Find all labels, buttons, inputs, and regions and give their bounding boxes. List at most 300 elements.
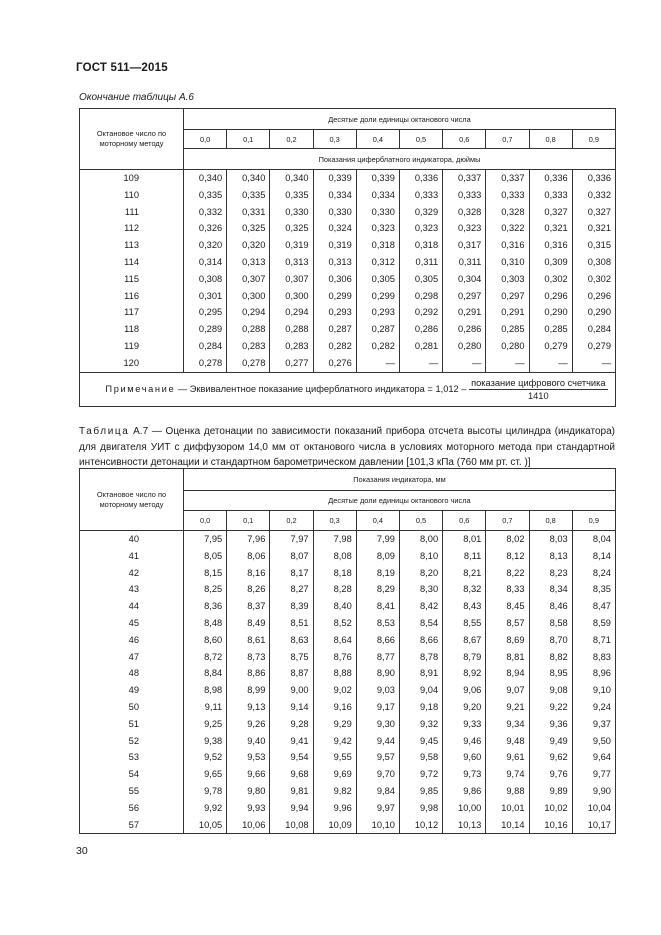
value-cell: 0,315 [572, 237, 615, 254]
value-cell: 0,312 [356, 254, 399, 271]
value-cell: 0,306 [313, 271, 356, 288]
value-cell: 8,87 [270, 665, 313, 682]
value-cell: 8,26 [227, 581, 270, 598]
value-cell: 8,69 [486, 632, 529, 649]
column-header: 0,0 [184, 130, 227, 149]
value-cell: 8,84 [184, 665, 227, 682]
value-cell: 9,07 [486, 682, 529, 699]
octane-number-cell: 53 [80, 749, 184, 766]
value-cell: 8,16 [227, 565, 270, 582]
value-cell: — [399, 355, 442, 372]
table-row [80, 800, 616, 817]
table-row [80, 355, 616, 372]
value-cell: 0,325 [270, 220, 313, 237]
value-cell: 0,334 [313, 187, 356, 204]
value-cell: 0,289 [184, 321, 227, 338]
value-cell: 8,43 [443, 598, 486, 615]
octane-number-cell: 42 [80, 565, 184, 582]
column-header: 0,9 [572, 511, 615, 531]
value-cell: 9,45 [399, 733, 442, 750]
table-row [80, 304, 616, 321]
value-cell: 8,36 [184, 598, 227, 615]
value-cell: 0,298 [399, 288, 442, 305]
table-a7-caption [79, 424, 615, 471]
value-cell: 0,330 [270, 204, 313, 221]
value-cell: 10,14 [486, 817, 529, 834]
octane-number-cell: 113 [80, 237, 184, 254]
table-a7-group-header: Десятые доли единицы октанового числа [184, 491, 616, 511]
octane-number-cell: 50 [80, 699, 184, 716]
table-a7 [79, 468, 616, 834]
value-cell: 8,47 [572, 598, 615, 615]
table-a6-row-header: Октановое число по моторному методу [80, 109, 184, 170]
value-cell: 8,83 [572, 649, 615, 666]
value-cell: 0,318 [399, 237, 442, 254]
value-cell: 0,300 [227, 288, 270, 305]
value-cell: 9,60 [443, 749, 486, 766]
value-cell: 9,54 [270, 749, 313, 766]
value-cell: 8,66 [356, 632, 399, 649]
value-cell: 0,340 [184, 170, 227, 187]
value-cell: 0,340 [227, 170, 270, 187]
value-cell: 0,286 [399, 321, 442, 338]
value-cell: 9,70 [356, 766, 399, 783]
value-cell: 0,332 [184, 204, 227, 221]
value-cell: 9,77 [572, 766, 615, 783]
value-cell: 10,02 [529, 800, 572, 817]
table-row [80, 632, 616, 649]
table-row [80, 783, 616, 800]
octane-number-cell: 47 [80, 649, 184, 666]
octane-number-cell: 46 [80, 632, 184, 649]
value-cell: 0,330 [313, 204, 356, 221]
value-cell: 0,278 [227, 355, 270, 372]
value-cell: 9,69 [313, 766, 356, 783]
value-cell: 0,328 [486, 204, 529, 221]
column-header: 0,6 [443, 130, 486, 149]
value-cell: 0,308 [184, 271, 227, 288]
value-cell: 0,280 [486, 338, 529, 355]
value-cell: 9,42 [313, 733, 356, 750]
value-cell: 0,332 [572, 187, 615, 204]
value-cell: 0,295 [184, 304, 227, 321]
value-cell: 9,57 [356, 749, 399, 766]
value-cell: 9,21 [486, 699, 529, 716]
value-cell: 8,79 [443, 649, 486, 666]
value-cell: 9,55 [313, 749, 356, 766]
value-cell: 0,297 [486, 288, 529, 305]
value-cell: 8,90 [356, 665, 399, 682]
value-cell: 8,86 [227, 665, 270, 682]
value-cell: — [572, 355, 615, 372]
value-cell: 8,60 [184, 632, 227, 649]
value-cell: 9,20 [443, 699, 486, 716]
value-cell: 8,91 [399, 665, 442, 682]
value-cell: 8,81 [486, 649, 529, 666]
value-cell: 10,17 [572, 817, 615, 834]
column-header: 0,8 [529, 130, 572, 149]
table-row [80, 271, 616, 288]
value-cell: 0,313 [227, 254, 270, 271]
value-cell: 0,285 [529, 321, 572, 338]
column-header: 0,6 [443, 511, 486, 531]
value-cell: 9,41 [270, 733, 313, 750]
value-cell: 8,72 [184, 649, 227, 666]
value-cell: 8,63 [270, 632, 313, 649]
value-cell: 0,281 [399, 338, 442, 355]
value-cell: 9,66 [227, 766, 270, 783]
value-cell: 9,24 [572, 699, 615, 716]
note-fraction [469, 378, 608, 401]
value-cell: 0,339 [313, 170, 356, 187]
octane-number-cell: 112 [80, 220, 184, 237]
value-cell: 0,307 [227, 271, 270, 288]
value-cell: 0,278 [184, 355, 227, 372]
table-a7-caption-label: Таблица [79, 426, 130, 437]
value-cell: 8,02 [486, 531, 529, 548]
table-row [80, 170, 616, 187]
value-cell: 9,93 [227, 800, 270, 817]
table-row [80, 733, 616, 750]
value-cell: 0,300 [270, 288, 313, 305]
value-cell: 0,284 [184, 338, 227, 355]
value-cell: 9,04 [399, 682, 442, 699]
value-cell: 8,07 [270, 548, 313, 565]
value-cell: 9,30 [356, 716, 399, 733]
value-cell: 0,302 [572, 271, 615, 288]
value-cell: 0,310 [486, 254, 529, 271]
value-cell: 9,92 [184, 800, 227, 817]
value-cell: 8,13 [529, 548, 572, 565]
value-cell: 8,70 [529, 632, 572, 649]
value-cell: 0,308 [572, 254, 615, 271]
column-header: 0,5 [399, 511, 442, 531]
octane-number-cell: 115 [80, 271, 184, 288]
table-row [80, 665, 616, 682]
value-cell: 8,08 [313, 548, 356, 565]
value-cell: 8,95 [529, 665, 572, 682]
table-a7-unit-header: Показания индикатора, мм [184, 469, 616, 491]
column-header: 0,4 [356, 511, 399, 531]
value-cell: 8,28 [313, 581, 356, 598]
octane-number-cell: 57 [80, 817, 184, 834]
value-cell: 0,302 [529, 271, 572, 288]
value-cell: 9,25 [184, 716, 227, 733]
value-cell: 8,29 [356, 581, 399, 598]
octane-number-cell: 114 [80, 254, 184, 271]
value-cell: 9,16 [313, 699, 356, 716]
table-a6-unit-header: Показания циферблатного индикатора, дюймы [184, 149, 616, 170]
note-numerator: показание цифрового счетчика [471, 377, 606, 388]
value-cell: 9,78 [184, 783, 227, 800]
value-cell: 0,299 [356, 288, 399, 305]
value-cell: 0,290 [572, 304, 615, 321]
value-cell: 10,10 [356, 817, 399, 834]
value-cell: 9,68 [270, 766, 313, 783]
value-cell: 9,18 [399, 699, 442, 716]
table-row [80, 766, 616, 783]
value-cell: 0,336 [529, 170, 572, 187]
value-cell: 0,340 [270, 170, 313, 187]
value-cell: 9,49 [529, 733, 572, 750]
value-cell: 0,327 [572, 204, 615, 221]
value-cell: 0,303 [486, 271, 529, 288]
table-row [80, 254, 616, 271]
value-cell: 9,22 [529, 699, 572, 716]
value-cell: 0,293 [356, 304, 399, 321]
value-cell: 8,20 [399, 565, 442, 582]
document-standard-number: ГОСТ 511—2015 [76, 62, 168, 74]
column-header: 0,1 [227, 511, 270, 531]
octane-number-cell: 119 [80, 338, 184, 355]
value-cell: 8,05 [184, 548, 227, 565]
value-cell: 9,76 [529, 766, 572, 783]
value-cell: 8,55 [443, 615, 486, 632]
table-row [80, 598, 616, 615]
value-cell: 10,04 [572, 800, 615, 817]
value-cell: 9,08 [529, 682, 572, 699]
value-cell: 0,336 [399, 170, 442, 187]
value-cell: — [443, 355, 486, 372]
value-cell: 8,94 [486, 665, 529, 682]
value-cell: 9,64 [572, 749, 615, 766]
value-cell: 8,34 [529, 581, 572, 598]
value-cell: 0,325 [227, 220, 270, 237]
value-cell: 0,307 [270, 271, 313, 288]
octane-number-cell: 49 [80, 682, 184, 699]
octane-number-cell: 51 [80, 716, 184, 733]
value-cell: 9,62 [529, 749, 572, 766]
column-header: 0,3 [313, 130, 356, 149]
value-cell: 9,44 [356, 733, 399, 750]
value-cell: 7,96 [227, 531, 270, 548]
value-cell: 8,39 [270, 598, 313, 615]
value-cell: 0,319 [313, 237, 356, 254]
value-cell: 0,299 [313, 288, 356, 305]
value-cell: 0,311 [443, 254, 486, 271]
value-cell: 0,277 [270, 355, 313, 372]
value-cell: 0,335 [270, 187, 313, 204]
value-cell: 0,318 [356, 237, 399, 254]
value-cell: 8,66 [399, 632, 442, 649]
table-row [80, 237, 616, 254]
octane-number-cell: 43 [80, 581, 184, 598]
value-cell: 9,26 [227, 716, 270, 733]
value-cell: 0,314 [184, 254, 227, 271]
value-cell: 0,311 [399, 254, 442, 271]
value-cell: 10,09 [313, 817, 356, 834]
value-cell: 0,323 [399, 220, 442, 237]
value-cell: 8,61 [227, 632, 270, 649]
value-cell: 0,316 [529, 237, 572, 254]
value-cell: 0,294 [227, 304, 270, 321]
octane-number-cell: 117 [80, 304, 184, 321]
value-cell: 0,291 [443, 304, 486, 321]
value-cell: 8,15 [184, 565, 227, 582]
value-cell: 8,92 [443, 665, 486, 682]
value-cell: 0,287 [313, 321, 356, 338]
value-cell: 8,06 [227, 548, 270, 565]
value-cell: 9,36 [529, 716, 572, 733]
value-cell: 0,285 [486, 321, 529, 338]
value-cell: 0,282 [356, 338, 399, 355]
value-cell: 0,305 [399, 271, 442, 288]
column-header: 0,4 [356, 130, 399, 149]
value-cell: 0,324 [313, 220, 356, 237]
value-cell: 9,10 [572, 682, 615, 699]
value-cell: 8,25 [184, 581, 227, 598]
value-cell: 8,99 [227, 682, 270, 699]
column-header: 0,2 [270, 511, 313, 531]
table-row [80, 321, 616, 338]
value-cell: 0,288 [270, 321, 313, 338]
value-cell: 9,89 [529, 783, 572, 800]
value-cell: 8,33 [486, 581, 529, 598]
table-row [80, 682, 616, 699]
value-cell: 0,333 [399, 187, 442, 204]
value-cell: 9,38 [184, 733, 227, 750]
value-cell: 8,67 [443, 632, 486, 649]
column-header: 0,8 [529, 511, 572, 531]
octane-number-cell: 54 [80, 766, 184, 783]
value-cell: 9,33 [443, 716, 486, 733]
value-cell: — [486, 355, 529, 372]
value-cell: 8,54 [399, 615, 442, 632]
value-cell: 8,58 [529, 615, 572, 632]
value-cell: 8,71 [572, 632, 615, 649]
octane-number-cell: 45 [80, 615, 184, 632]
table-row [80, 817, 616, 834]
value-cell: 0,304 [443, 271, 486, 288]
value-cell: 9,72 [399, 766, 442, 783]
value-cell: 0,336 [572, 170, 615, 187]
value-cell: 8,76 [313, 649, 356, 666]
value-cell: 0,321 [572, 220, 615, 237]
value-cell: 7,99 [356, 531, 399, 548]
value-cell: 8,82 [529, 649, 572, 666]
value-cell: 0,293 [313, 304, 356, 321]
value-cell: 0,284 [572, 321, 615, 338]
value-cell: 9,02 [313, 682, 356, 699]
value-cell: 0,316 [486, 237, 529, 254]
value-cell: 9,46 [443, 733, 486, 750]
value-cell: 9,06 [443, 682, 486, 699]
column-header: 0,0 [184, 511, 227, 531]
value-cell: 0,320 [227, 237, 270, 254]
value-cell: 8,96 [572, 665, 615, 682]
value-cell: 9,13 [227, 699, 270, 716]
value-cell: 0,322 [486, 220, 529, 237]
value-cell: 8,64 [313, 632, 356, 649]
table-a6-group-header: Десятые доли единицы октанового числа [184, 109, 616, 130]
value-cell: 9,29 [313, 716, 356, 733]
value-cell: 0,317 [443, 237, 486, 254]
value-cell: 0,286 [443, 321, 486, 338]
value-cell: 9,85 [399, 783, 442, 800]
note-label: Примечание [105, 383, 176, 394]
table-row [80, 649, 616, 666]
value-cell: 8,01 [443, 531, 486, 548]
value-cell: 0,292 [399, 304, 442, 321]
value-cell: 8,40 [313, 598, 356, 615]
value-cell: 0,301 [184, 288, 227, 305]
octane-number-cell: 120 [80, 355, 184, 372]
column-header: 0,5 [399, 130, 442, 149]
value-cell: 9,82 [313, 783, 356, 800]
value-cell: 10,06 [227, 817, 270, 834]
value-cell: 0,294 [270, 304, 313, 321]
octane-number-cell: 44 [80, 598, 184, 615]
value-cell: 0,313 [313, 254, 356, 271]
value-cell: 8,45 [486, 598, 529, 615]
value-cell: 0,282 [313, 338, 356, 355]
value-cell: 8,49 [227, 615, 270, 632]
value-cell: 9,65 [184, 766, 227, 783]
value-cell: 0,283 [270, 338, 313, 355]
table-row [80, 338, 616, 355]
value-cell: 9,17 [356, 699, 399, 716]
value-cell: 0,329 [399, 204, 442, 221]
value-cell: 0,279 [529, 338, 572, 355]
table-a6 [79, 108, 616, 407]
value-cell: 10,13 [443, 817, 486, 834]
value-cell: 0,335 [227, 187, 270, 204]
value-cell: 9,74 [486, 766, 529, 783]
table-row [80, 531, 616, 548]
value-cell: 0,333 [443, 187, 486, 204]
value-cell: 0,309 [529, 254, 572, 271]
octane-number-cell: 48 [80, 665, 184, 682]
value-cell: 0,291 [486, 304, 529, 321]
value-cell: 10,00 [443, 800, 486, 817]
value-cell: 8,52 [313, 615, 356, 632]
note-text: — Эквивалентное показание циферблатного индикатора = 1,012 – [175, 383, 467, 394]
value-cell: 8,18 [313, 565, 356, 582]
value-cell: 0,331 [227, 204, 270, 221]
value-cell: 9,00 [270, 682, 313, 699]
value-cell: 8,22 [486, 565, 529, 582]
table-row [80, 615, 616, 632]
value-cell: 0,335 [184, 187, 227, 204]
value-cell: 8,09 [356, 548, 399, 565]
value-cell: 0,334 [356, 187, 399, 204]
value-cell: 8,23 [529, 565, 572, 582]
value-cell: 9,37 [572, 716, 615, 733]
octane-number-cell: 41 [80, 548, 184, 565]
value-cell: 9,86 [443, 783, 486, 800]
value-cell: 8,35 [572, 581, 615, 598]
value-cell: 9,53 [227, 749, 270, 766]
value-cell: 9,98 [399, 800, 442, 817]
value-cell: 8,57 [486, 615, 529, 632]
value-cell: 9,32 [399, 716, 442, 733]
value-cell: 8,19 [356, 565, 399, 582]
value-cell: 9,80 [227, 783, 270, 800]
value-cell: — [529, 355, 572, 372]
value-cell: 0,327 [529, 204, 572, 221]
value-cell: 8,04 [572, 531, 615, 548]
value-cell: 0,333 [529, 187, 572, 204]
column-header: 0,3 [313, 511, 356, 531]
value-cell: 8,78 [399, 649, 442, 666]
table-row [80, 716, 616, 733]
value-cell: 0,337 [443, 170, 486, 187]
value-cell: 9,84 [356, 783, 399, 800]
value-cell: 0,288 [227, 321, 270, 338]
octane-number-cell: 56 [80, 800, 184, 817]
column-header: 0,7 [486, 130, 529, 149]
value-cell: 8,75 [270, 649, 313, 666]
